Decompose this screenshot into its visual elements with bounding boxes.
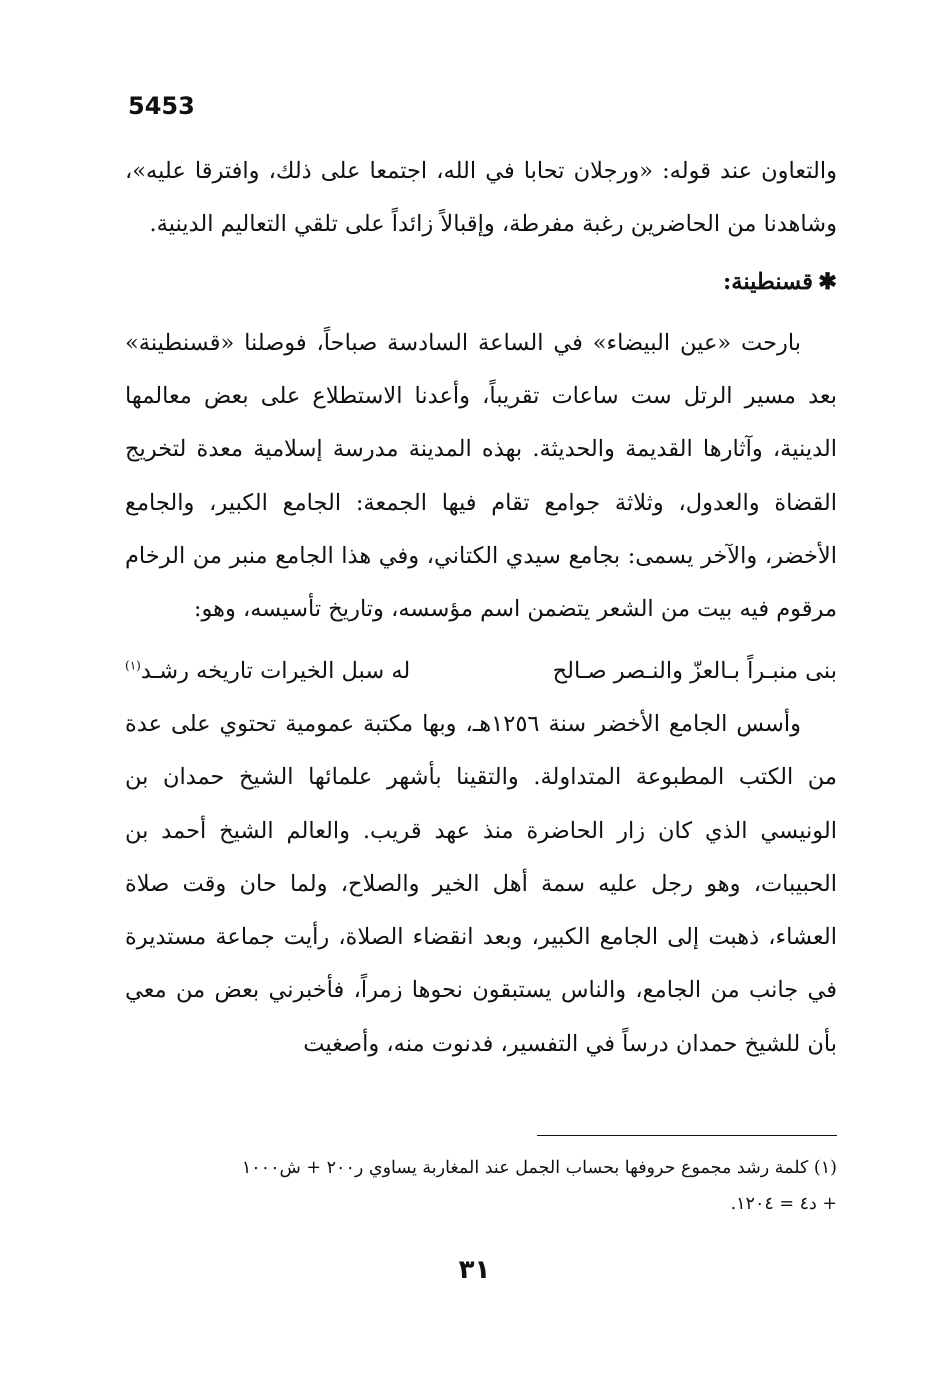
section-heading (125, 256, 837, 309)
page-number: ٣١ (458, 1255, 491, 1285)
paragraph-constantine: بارحت «عين البيضاء» في الساعة السادسة صباحاً، فوصلنا «قسنطينة» بعد مسير الرتل ست ساعات تقريباً، وأعدنا الاستطلاع على بعض معالمها الدينية، وآثارها القديمة والحديثة. بهذه المدينة مدرسة إسلامية معدة لتخريج القضاة والعدول، وثلاثة جوامع تقام فيها الجمعة: الجامع الكبير، والجامع الأخضر، والآخر يسمى: بجامع سيدي الكتاني، وفي هذا الجامع منبر من الرخام مرقوم فيه بيت من الشعر يتضمن اسم مؤسسه، وتاريخ تأسيسه، وهو: (125, 329, 837, 623)
footnote (128, 1150, 837, 1222)
verse-second-hemistich (125, 645, 410, 698)
main-text (125, 145, 837, 1071)
page-code: 5453 (128, 92, 195, 120)
verse-second-text: له سبل الخيرات تاريخه رشـد (140, 657, 411, 684)
footnote-divider (537, 1135, 837, 1136)
footnote-line-1: (١) كلمة رشد مجموع حروفها بحساب الجمل عند المغاربة يساوي ر٢٠٠ + ش١٠٠٠ (241, 1158, 837, 1178)
paragraph-green-mosque: وأسس الجامع الأخضر سنة ١٢٥٦هـ، وبها مكتبة عمومية تحتوي على عدة من الكتب المطبوعة المتداولة. والتقينا بأشهر علمائها الشيخ حمدان بن الونيسي الذي كان زار الحاضرة منذ عهد قريب. والعالم الشيخ أحمد بن الحبيبات، وهو رجل عليه سمة أهل الخير والصلاح، ولما حان وقت صلاة العشاء، ذهبت إلى الجامع الكبير، وبعد انقضاء الصلاة، رأيت جماعة مستديرة في جانب من الجامع، والناس يستبقون نحوها زمراً، فأخبرني بعض من معي بأن للشيخ حمدان درساً في التفسير، فدنوت منه، وأصغيت (125, 710, 838, 1057)
footnote-reference: (١) (125, 658, 141, 673)
poem-verse (125, 645, 837, 698)
star-icon: ✱ (818, 268, 837, 295)
footnote-line-2: + د٤ = ١٢٠٤. (730, 1194, 837, 1214)
section-heading-text: قسنطينة: (722, 268, 813, 295)
intro-paragraph: والتعاون عند قوله: «ورجلان تحابا في الله، اجتمعا على ذلك، وافترقا عليه»، وشاهدنا من الحاضرين رغبة مفرطة، وإقبالاً زائداً على تلقي التعاليم الدينية. (125, 158, 837, 238)
verse-first-hemistich: بنى منبـراً بـالعزّ والنـصر صـالح (552, 657, 837, 684)
